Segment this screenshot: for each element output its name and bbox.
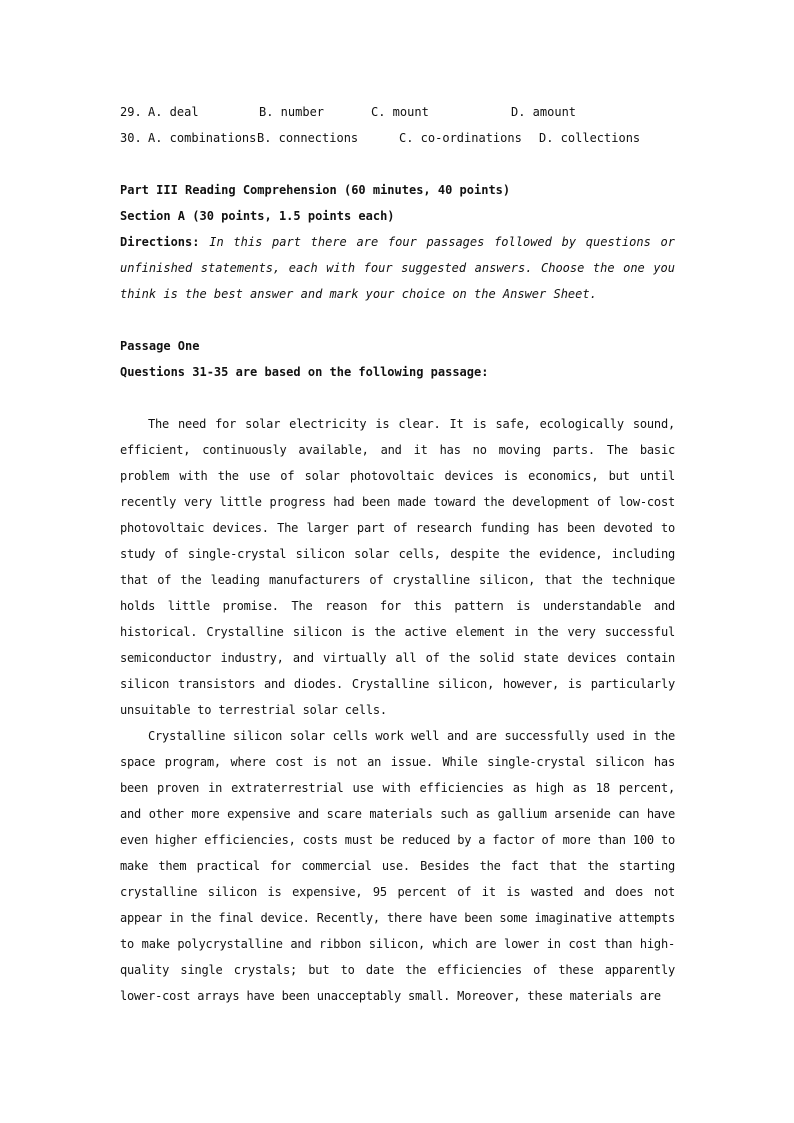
question-29-number: 29. <box>120 105 142 119</box>
passage-title: Passage One <box>120 339 200 353</box>
question-30-option-c: C. co-ordinations <box>399 131 522 145</box>
passage-paragraph-2: Crystalline silicon solar cells work well and are successfully used in the space program, where cost is not an issue. While single-crystal silicon has been proven in extraterrestrial use with efficiencies as high as 18 percent, and other more expensive and scare materials such as gallium arsenide can have even higher efficiencies, costs must be reduced by a factor of more than 100 to make them practical for commercial use. Besides the fact that the starting crystalline silicon is expensive, 95 percent of it is wasted and does not appear in the final device. Recently, there have been some imaginative attempts to make polycrystalline and ribbon silicon, which are lower in cost than high-quality single crystals; but to date the efficiencies of these apparently lower-cost arrays have been unacceptably small. Moreover, these materials are <box>120 729 675 1003</box>
question-29-option-c: C. mount <box>371 105 429 119</box>
question-30-number: 30. <box>120 131 142 145</box>
directions-label: Directions: <box>120 235 200 249</box>
question-30 <box>120 125 675 151</box>
directions <box>120 229 675 307</box>
passage-instruction: Questions 31-35 are based on the following passage: <box>120 365 489 379</box>
question-29-option-d: D. amount <box>511 105 577 119</box>
question-30-option-d: D. collections <box>539 131 641 145</box>
question-29-option-a: A. deal <box>148 105 199 119</box>
question-30-option-a: A. combinations <box>148 131 257 145</box>
document-page <box>120 99 675 1009</box>
part-title: Part III Reading Comprehension (60 minutes, 40 points) <box>120 183 511 197</box>
directions-text: In this part there are four passages followed by questions or unfinished statements, each with four suggested answers. Choose the one you think is the best answer and mark your choice on the Answer Sheet. <box>120 235 675 301</box>
question-30-option-b: B. connections <box>257 131 359 145</box>
passage-paragraph-1: The need for solar electricity is clear. It is safe, ecologically sound, efficient, continuously available, and it has no moving parts. The basic problem with the use of solar photovoltaic devices is economics, but until recently very little progress had been made toward the development of low-cost photovoltaic devices. The larger part of research funding has been devoted to study of single-crystal silicon solar cells, despite the evidence, including that of the leading manufacturers of crystalline silicon, that the technique holds little promise. The reason for this pattern is understandable and historical. Crystalline silicon is the active element in the very successful semiconductor industry, and virtually all of the solid state devices contain silicon transistors and diodes. Crystalline silicon, however, is particularly unsuitable to terrestrial solar cells. <box>120 417 675 717</box>
question-29 <box>120 99 675 125</box>
question-29-option-b: B. number <box>259 105 325 119</box>
section-title: Section A (30 points, 1.5 points each) <box>120 209 395 223</box>
